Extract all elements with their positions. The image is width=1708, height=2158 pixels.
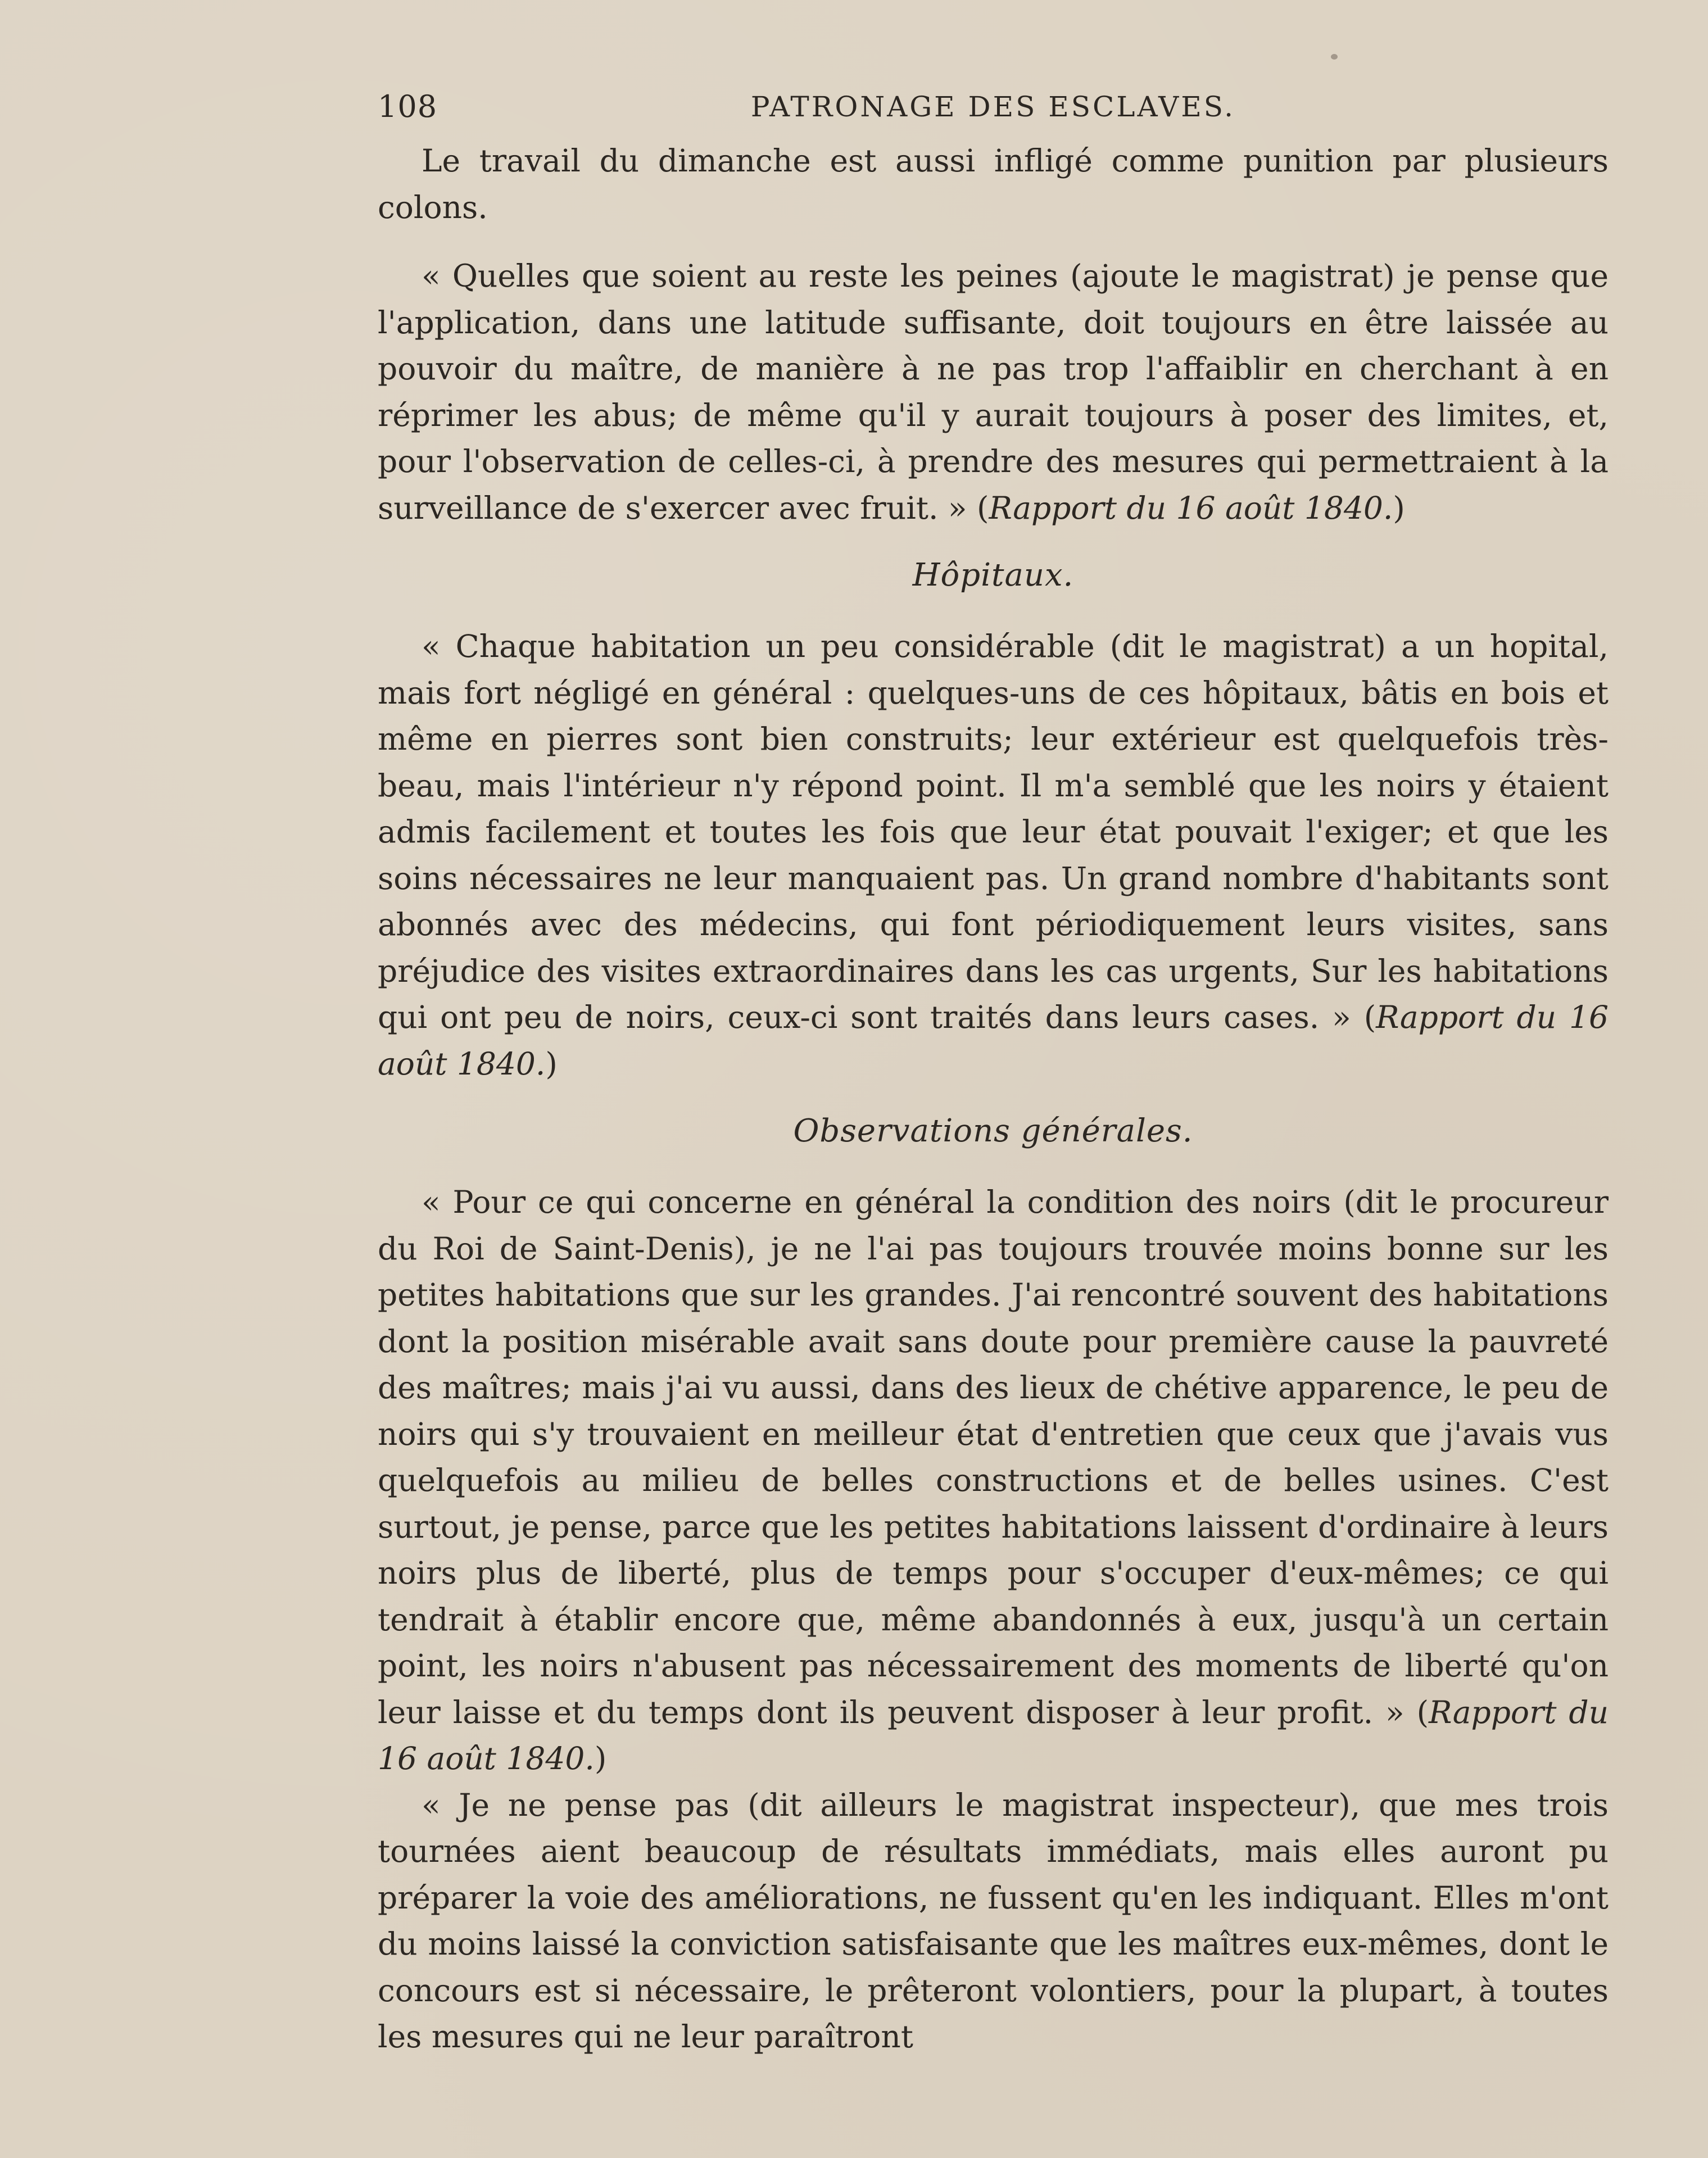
report-citation: Rapport du 16 août 1840.: [378, 1694, 1609, 1776]
paragraph-hospitals-quote: « Chaque habitation un peu considérable (dit le magistrat) a un hopital, mais fort négligé en général : quelques-uns de ces hôpitaux, bâtis en bois et même en pierres sont bien construits; leur extérieur est quelquefois très-beau, mais l'intérieur n'y répond point. Il m'a semblé que les noirs y étaient admis facilement et toutes les fois que leur état pouvait l'exiger; et que les soins nécessaires ne leur manquaient pas. Un grand nombre d'habitants sont abonnés avec des médecins, qui font périodiquement leurs visites, sans préjudice des visites extraordinaires dans les cas urgents, Sur les habitations qui ont peu de noirs, ceux-ci sont traités dans leurs cases. » (Rapport du 16 août 1840.): [378, 628, 1609, 1082]
page-number: 108: [378, 89, 438, 124]
quote-text: « Quelles que soient au reste les peines (ajoute le magistrat) je pense que l'application, dans une latitude suffisante, doit toujours en être laissée au pouvoir du maître, de manière à ne pas trop l'affaiblir en cherchant à en réprimer les abus; de même qu'il y aurait toujours à poser des limites, et, pour l'observation de celles-ci, à prendre des mesures qui permettraient à la surveillance de s'exercer avec fruit. »: [378, 258, 1609, 526]
quote-text: « Pour ce qui concerne en général la condition des noirs (dit le procureur du Roi de Saint-Denis), je ne l'ai pas toujours trouvée moins bonne sur les petites habitations que sur les grandes. J'ai rencontré souvent des habitations dont la position misérable avait sans doute pour première cause la pauvreté des maîtres; mais j'ai vu aussi, dans des lieux de chétive apparence, le peu de noirs qui s'y trouvaient en meilleur état d'entretien que ceux que j'avais vus quelquefois au milieu de belles constructions et de belles usines. C'est surtout, je pense, parce que les petites habitations laissent d'ordinaire à leurs noirs plus de liberté, plus de temps pour s'occuper d'eux-mêmes; ce qui tendrait à établir encore que, même abandonnés à eux, jusqu'à un certain point, les noirs n'abusent pas nécessairement des moments de liberté qu'on leur laisse et du temps dont ils peuvent disposer à leur profit. »: [378, 1184, 1609, 1730]
page-header: [378, 84, 1609, 129]
running-title: PATRONAGE DES ESCLAVES.: [750, 90, 1236, 123]
section-heading-hopitaux: Hôpitaux.: [912, 557, 1074, 593]
paragraph-inspector-quote: « Je ne pense pas (dit ailleurs le magistrat inspecteur), que mes trois tournées aient beaucoup de résultats immédiats, mais elles auront pu préparer la voie des améliorations, ne fussent qu'en les indiquant. Elles m'ont du moins laissé la conviction satisfaisante que les maîtres eux-mêmes, dont le concours est si nécessaire, le prêteront volontiers, pour la plupart, à toutes les mesures qui ne leur paraîtront: [378, 1787, 1609, 2055]
report-citation: Rapport du 16 août 1840.: [378, 999, 1609, 1082]
paragraph-general-observations: « Pour ce qui concerne en général la condition des noirs (dit le procureur du Roi de Saint-Denis), je ne l'ai pas toujours trouvée moins bonne sur les petites habitations que sur les grandes. J'ai rencontré souvent des habitations dont la position misérable avait sans doute pour première cause la pauvreté des maîtres; mais j'ai vu aussi, dans des lieux de chétive apparence, le peu de noirs qui s'y trouvaient en meilleur état d'entretien que ceux que j'avais vus quelquefois au milieu de belles constructions et de belles usines. C'est surtout, je pense, parce que les petites habitations laissent d'ordinaire à leurs noirs plus de liberté, plus de temps pour s'occuper d'eux-mêmes; ce qui tendrait à établir encore que, même abandonnés à eux, jusqu'à un certain point, les noirs n'abusent pas nécessairement des moments de liberté qu'on leur laisse et du temps dont ils peuvent disposer à leur profit. » (Rapport du 16 août 1840.): [378, 1184, 1609, 1776]
section-heading-observations: Observations générales.: [793, 1113, 1193, 1149]
ink-speck: [1331, 54, 1338, 60]
report-citation: Rapport du 16 août 1840.: [989, 489, 1393, 526]
paragraph-penalties-quote: « Quelles que soient au reste les peines (ajoute le magistrat) je pense que l'application, dans une latitude suffisante, doit toujours en être laissée au pouvoir du maître, de manière à ne pas trop l'affaiblir en cherchant à en réprimer les abus; de même qu'il y aurait toujours à poser des limites, et, pour l'observation de celles-ci, à prendre des mesures qui permettraient à la surveillance de s'exercer avec fruit. » (Rapport du 16 août 1840.): [378, 258, 1609, 526]
paragraph-sunday-work: Le travail du dimanche est aussi infligé comme punition par plusieurs colons.: [378, 143, 1609, 225]
quote-text: « Chaque habitation un peu considérable (dit le magistrat) a un hopital, mais fort négligé en général : quelques-uns de ces hôpitaux, bâtis en bois et même en pierres sont bien construits; leur extérieur est quelquefois très-beau, mais l'intérieur n'y répond point. Il m'a semblé que les noirs y étaient admis facilement et toutes les fois que leur état pouvait l'exiger; et que les soins nécessaires ne leur manquaient pas. Un grand nombre d'habitants sont abonnés avec des médecins, qui font périodiquement leurs visites, sans préjudice des visites extraordinaires dans les cas urgents, Sur les habitations qui ont peu de noirs, ceux-ci sont traités dans leurs cases. »: [378, 628, 1609, 1035]
body-text: [378, 138, 1609, 2060]
